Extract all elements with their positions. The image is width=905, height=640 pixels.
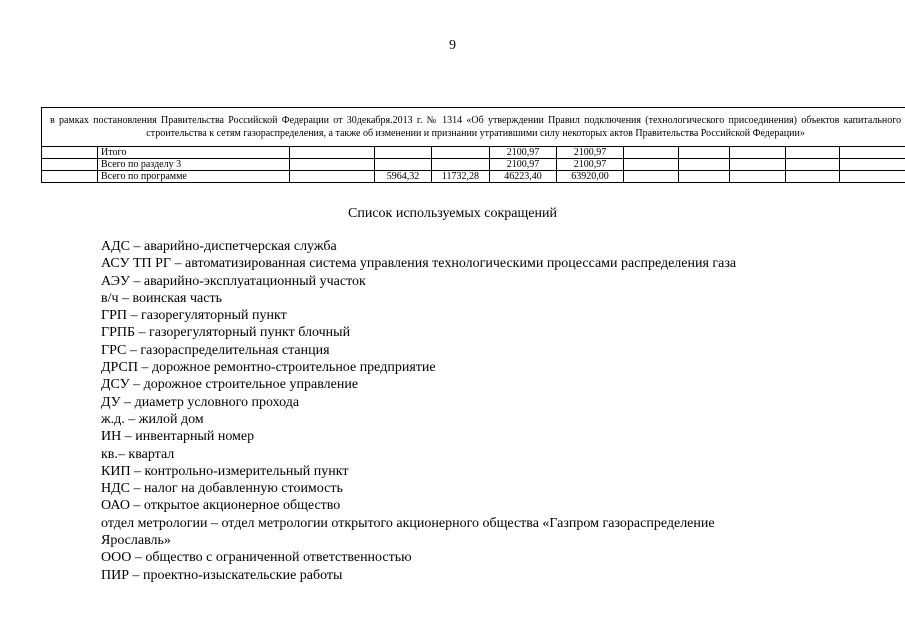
abbreviation-item: ДУ – диаметр условного прохода [101,394,300,410]
table-cell [840,159,905,171]
abbreviation-item: ДРСП – дорожное ремонтно-строительное предприятие [101,360,436,376]
abbreviation-item: ж.д. – жилой дом [101,411,204,427]
table-cell [375,159,432,171]
row-label: Итого [98,147,290,159]
table-cell [679,159,730,171]
table-header-row [42,108,905,147]
abbreviations-list [101,238,801,584]
table-cell: 2100,97 [557,159,624,171]
row-label: Всего по разделу 3 [98,159,290,171]
abbreviation-item: ОАО – открытое акционерное общество [101,498,341,514]
table-row [42,147,905,159]
abbreviation-item: АСУ ТП РГ – автоматизированная система управления технологическими процессами распределения газа [101,256,737,272]
table-cell [290,171,375,183]
abbreviation-item: НДС – налог на добавленную стоимость [101,481,343,497]
row-spacer-cell [42,171,98,183]
table-cell [290,159,375,171]
abbreviation-item: ООО – общество с ограниченной ответственностью [101,550,412,566]
abbreviation-item: ИН – инвентарный номер [101,429,255,445]
table-cell [679,147,730,159]
abbreviation-item: ДСУ – дорожное строительное управление [101,377,359,393]
table-row [42,171,905,183]
table-cell [840,171,905,183]
row-spacer-cell [42,159,98,171]
table-cell: 46223,40 [490,171,557,183]
row-label: Всего по программе [98,171,290,183]
abbreviation-item: КИП – контрольно-измерительный пункт [101,463,349,479]
table-cell [679,171,730,183]
table-cell [786,171,840,183]
table-cell: 11732,28 [432,171,490,183]
table-cell [840,147,905,159]
table-cell: 2100,97 [557,147,624,159]
abbreviation-item: ГРП – газорегуляторный пункт [101,308,287,324]
table-cell [730,147,786,159]
table-cell: 2100,97 [490,159,557,171]
page-number: 9 [449,38,456,53]
table-cell [624,147,679,159]
table-cell [786,147,840,159]
table-cell [624,171,679,183]
row-spacer-cell [42,147,98,159]
table-cell: 2100,97 [490,147,557,159]
abbreviations-title: Список используемых сокращений [348,206,557,221]
abbreviation-item: АЭУ – аварийно-эксплуатационный участок [101,273,366,289]
abbreviation-item: АДС – аварийно-диспетчерская служба [101,239,337,254]
table-header-text: в рамках постановления Правительства Российской Федерации от 30декабря.2013 г. № 1314 «Об утверждении Правил подключения (технологического присоединения) объектов капитального строительства к сетям газораспределения, а также об изменении и признании утратившими силу некоторых актов Правительства Российской Федерации» [42,108,905,147]
abbreviation-item: ПИР – проектно-изыскательские работы [101,567,343,583]
table-cell [730,159,786,171]
table-cell [432,159,490,171]
table-cell: 63920,00 [557,171,624,183]
table-row [42,159,905,171]
table-cell [730,171,786,183]
table-cell [432,147,490,159]
abbreviation-item: кв.– квартал [101,446,175,462]
abbreviation-item: в/ч – воинская часть [101,290,222,306]
table-cell [290,147,375,159]
abbreviation-item: Ярославль» [101,533,171,549]
table-cell: 5964,32 [375,171,432,183]
table-cell [375,147,432,159]
abbreviation-item: ГРС – газораспределительная станция [101,342,330,358]
table-cell [786,159,840,171]
summary-table [41,107,905,183]
table-cell [624,159,679,171]
abbreviation-item: отдел метрологии – отдел метрологии открытого акционерного общества «Газпром газораспределение [101,515,715,531]
abbreviation-item: ГРПБ – газорегуляторный пункт блочный [101,325,351,341]
